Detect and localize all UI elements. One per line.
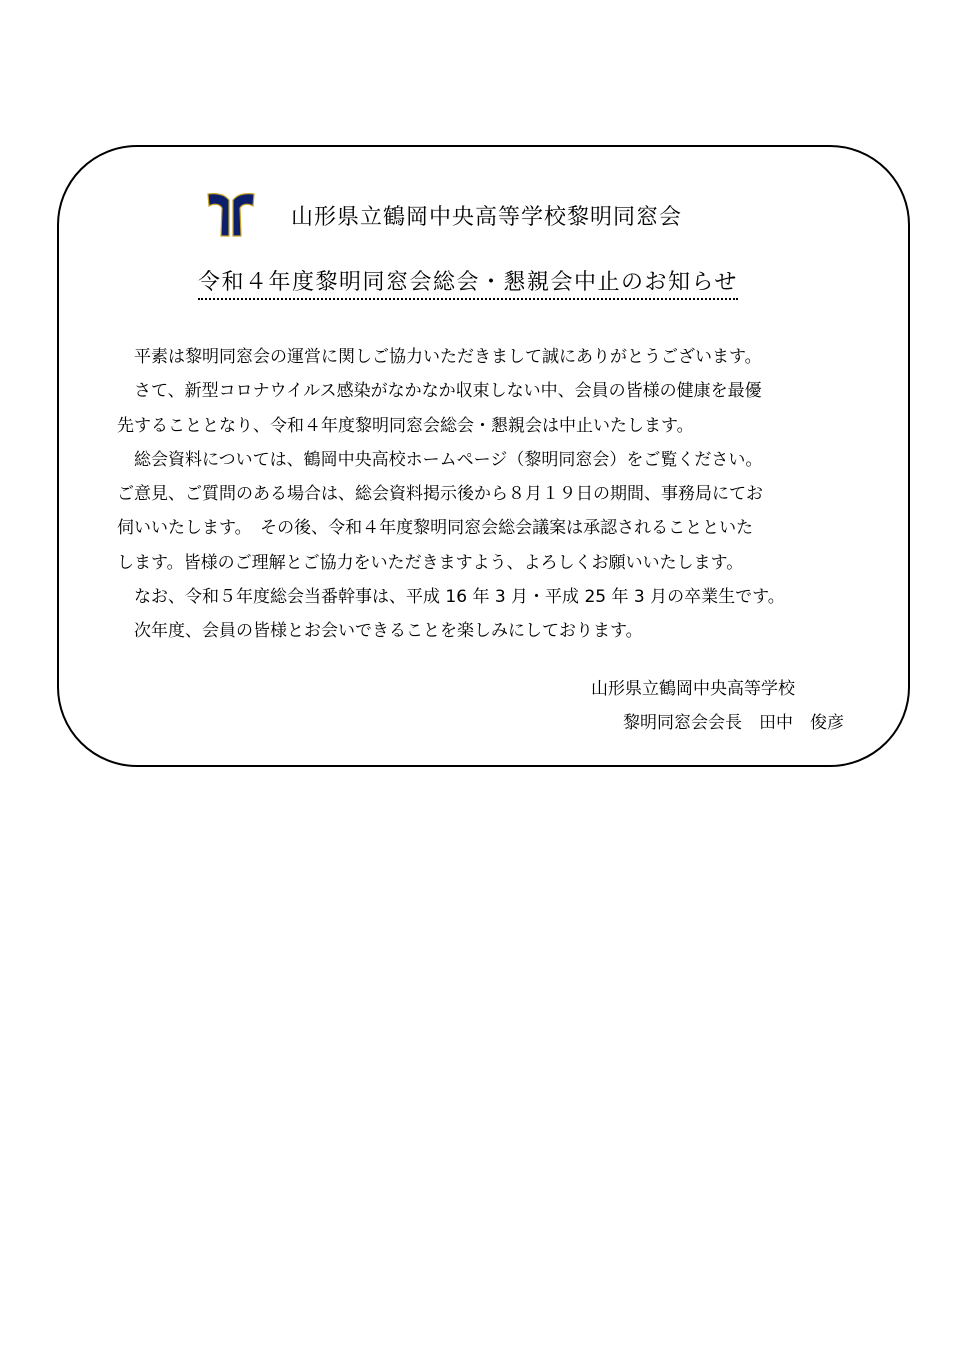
body-line: 先することとなり、令和４年度黎明同窓会総会・懇親会は中止いたします。	[117, 415, 694, 436]
body-text	[117, 340, 857, 649]
notice-box	[57, 145, 910, 767]
body-line: 伺いいたします。 その後、令和４年度黎明同窓会総会議案は承認されることといた	[117, 518, 754, 539]
body-line: 総会資料については、鶴岡中央高校ホームページ（黎明同窓会）をご覧ください。	[117, 449, 763, 470]
body-line: 次年度、会員の皆様とお会いできることを楽しみにしております。	[117, 621, 643, 642]
body-line: さて、新型コロナウイルス感染がなかなか収束しない中、会員の皆様の健康を最優	[117, 381, 762, 402]
signature-block	[591, 672, 844, 740]
body-line: します。皆様のご理解とご協力をいただきますよう、よろしくお願いいたします。	[117, 552, 744, 573]
header-row	[59, 190, 908, 246]
body-line: なお、令和５年度総会当番幹事は、平成 16 年 3 月・平成 25 年 3 月の卒業生です。	[117, 587, 785, 608]
body-line: 平素は黎明同窓会の運営に関しご協力いただきまして誠にありがとうございます。	[117, 347, 762, 367]
signature-president: 黎明同窓会会長 田中 俊彦	[623, 713, 844, 733]
body-line: ご意見、ご質問のある場合は、総会資料掲示後から８月１９日の期間、事務局にてお	[117, 484, 763, 505]
notice-title: 令和４年度黎明同窓会総会・懇親会中止のお知らせ	[198, 265, 738, 300]
org-name: 山形県立鶴岡中央高等学校黎明同窓会	[291, 205, 683, 230]
school-emblem-icon	[205, 190, 257, 240]
signature-school: 山形県立鶴岡中央高等学校	[591, 679, 795, 699]
